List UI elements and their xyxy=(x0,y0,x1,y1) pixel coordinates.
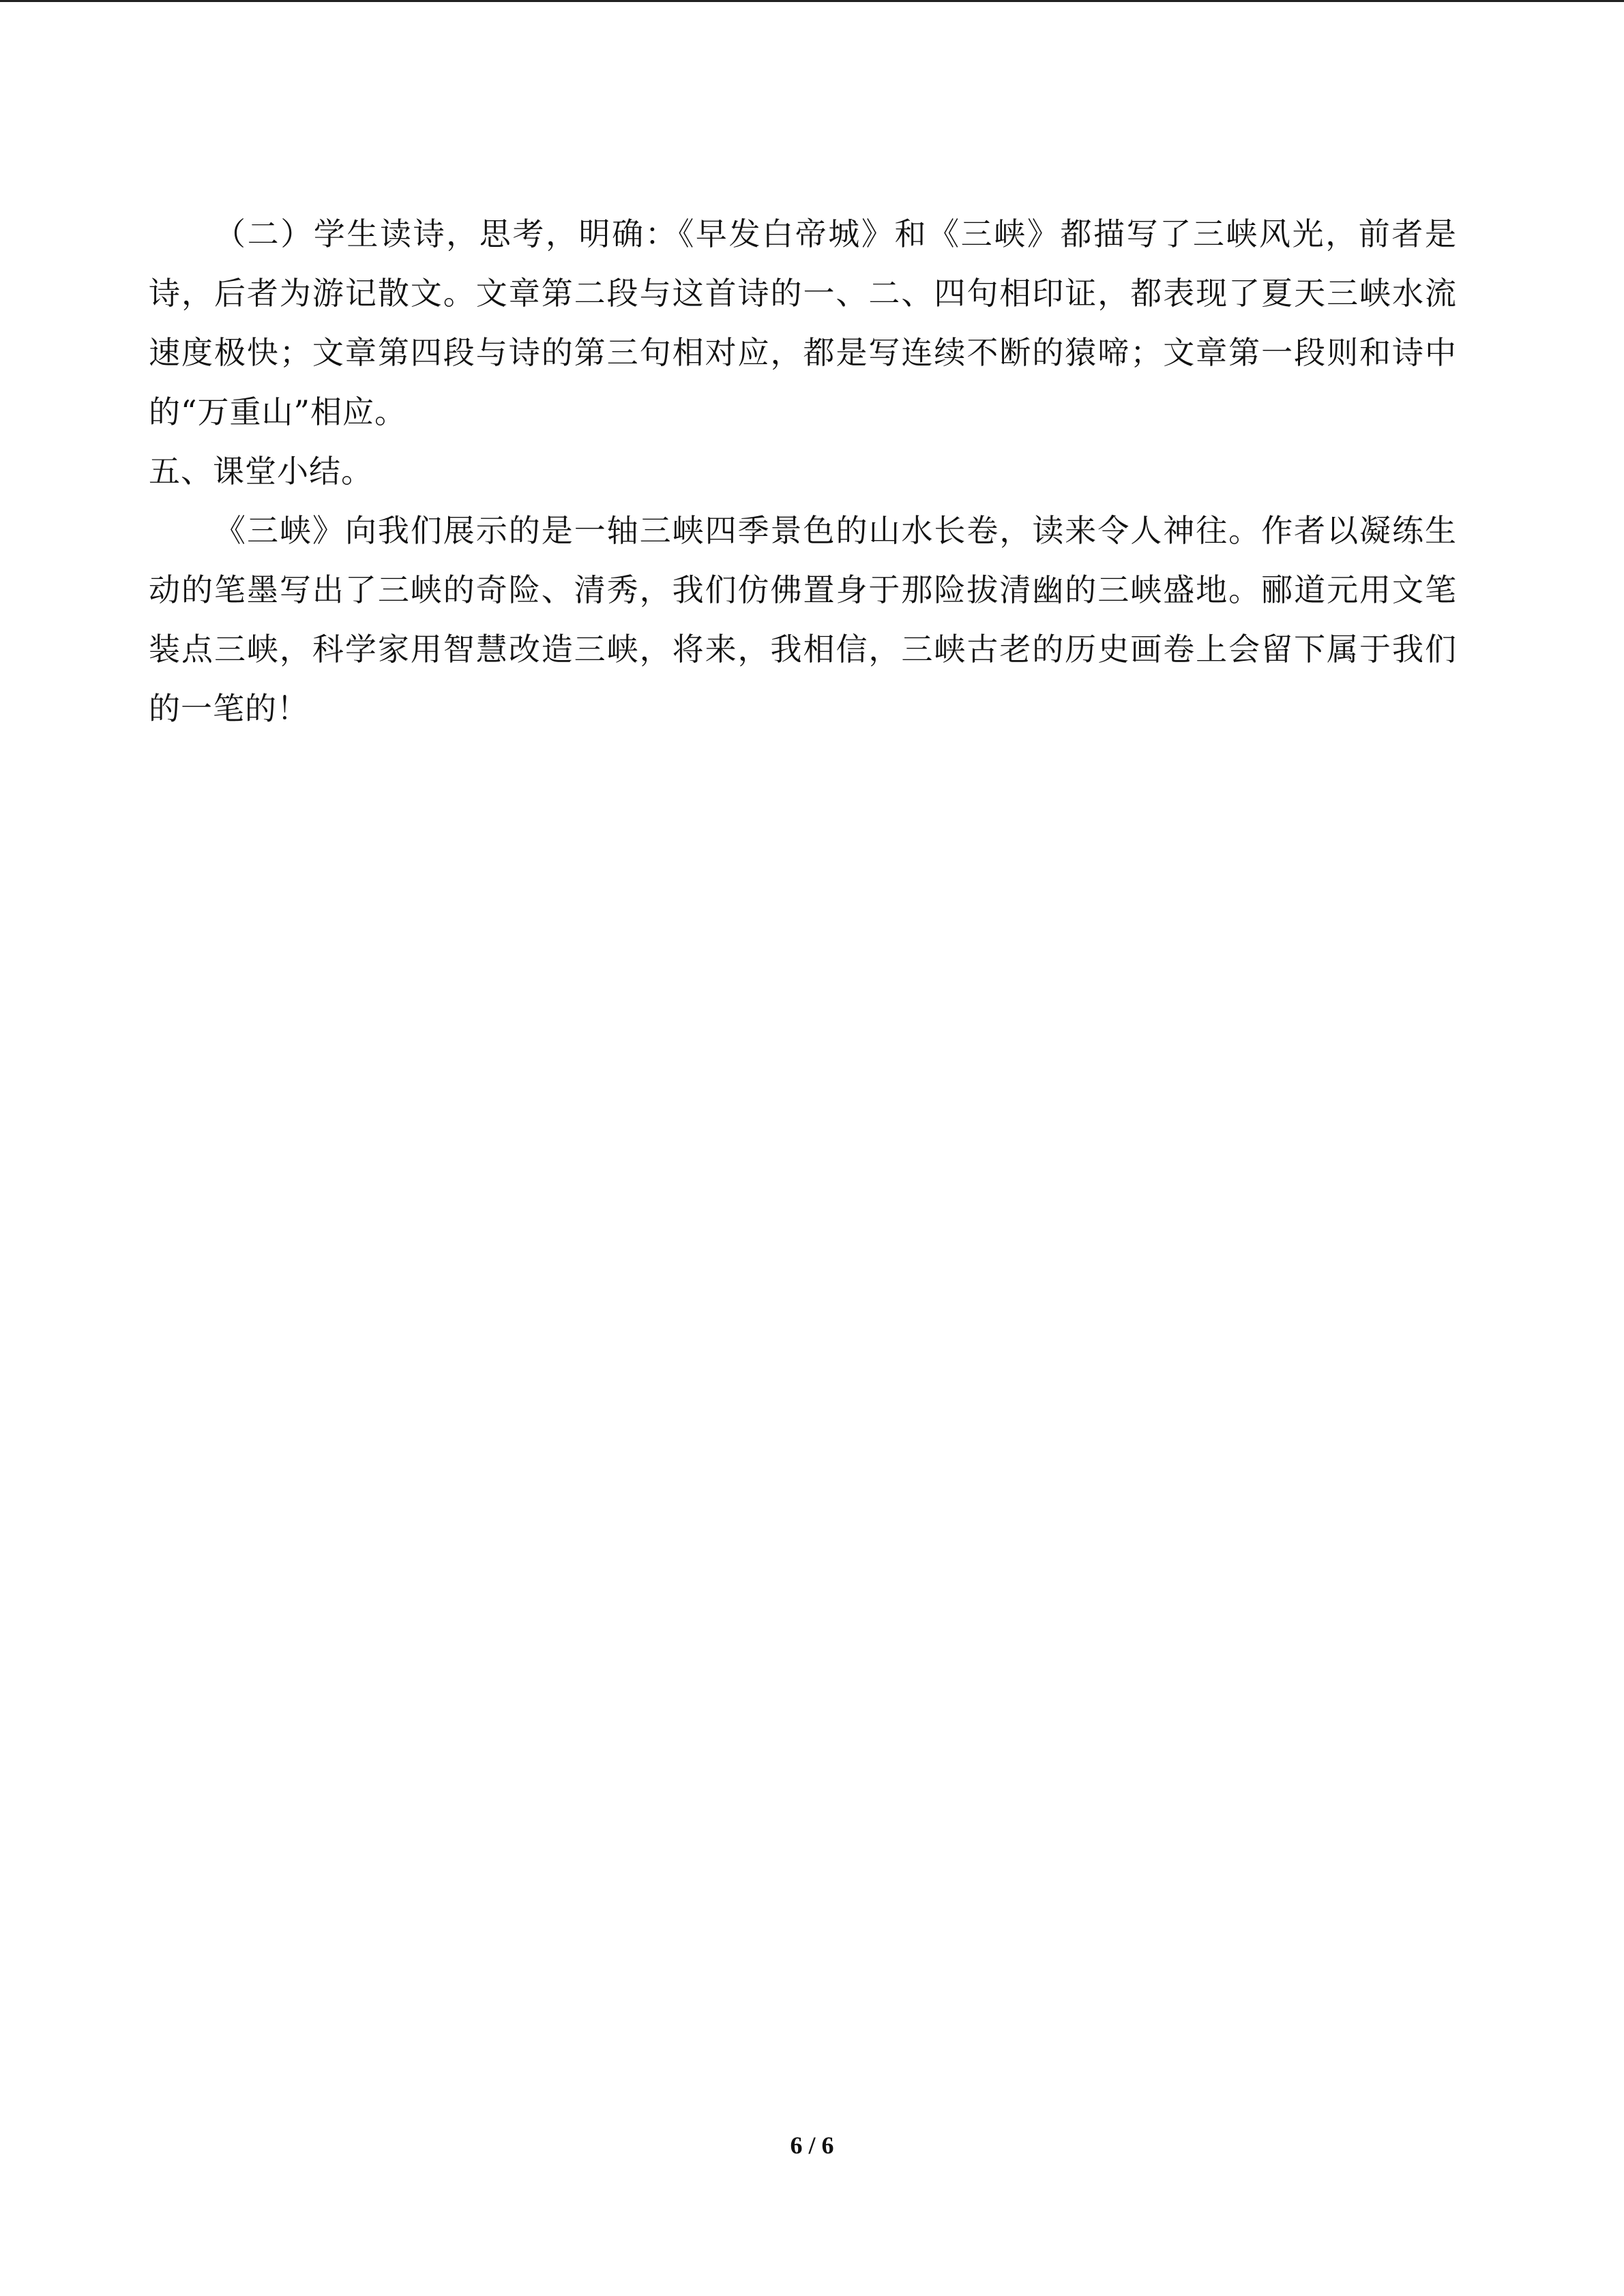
page-top-border xyxy=(0,0,1624,2)
page-number: 6 / 6 xyxy=(790,2132,834,2159)
paragraph-summary: 《三峡》向我们展示的是一轴三峡四季景色的山水长卷，读来令人神往。作者以凝练生动的笔墨写出了三峡的奇险、清秀，我们仿佛置身于那险拔清幽的三峡盛地。郦道元用文笔装点三峡，科学家用智慧改造三峡，将来，我相信，三峡古老的历史画卷上会留下属于我们的一笔的！ xyxy=(149,512,1457,727)
paragraph-poem-comparison: （二）学生读诗，思考，明确：《早发白帝城》和《三峡》都描写了三峡风光，前者是诗，后者为游记散文。文章第二段与这首诗的一、二、四句相印证，都表现了夏天三峡水流速度极快；文章第四段与诗的第三句相对应，都是写连续不断的猿啼；文章第一段则和诗中的“万重山”相应。 xyxy=(149,215,1457,430)
document-body xyxy=(149,205,1457,739)
section-heading-summary: 五、课堂小结。 xyxy=(149,453,373,490)
